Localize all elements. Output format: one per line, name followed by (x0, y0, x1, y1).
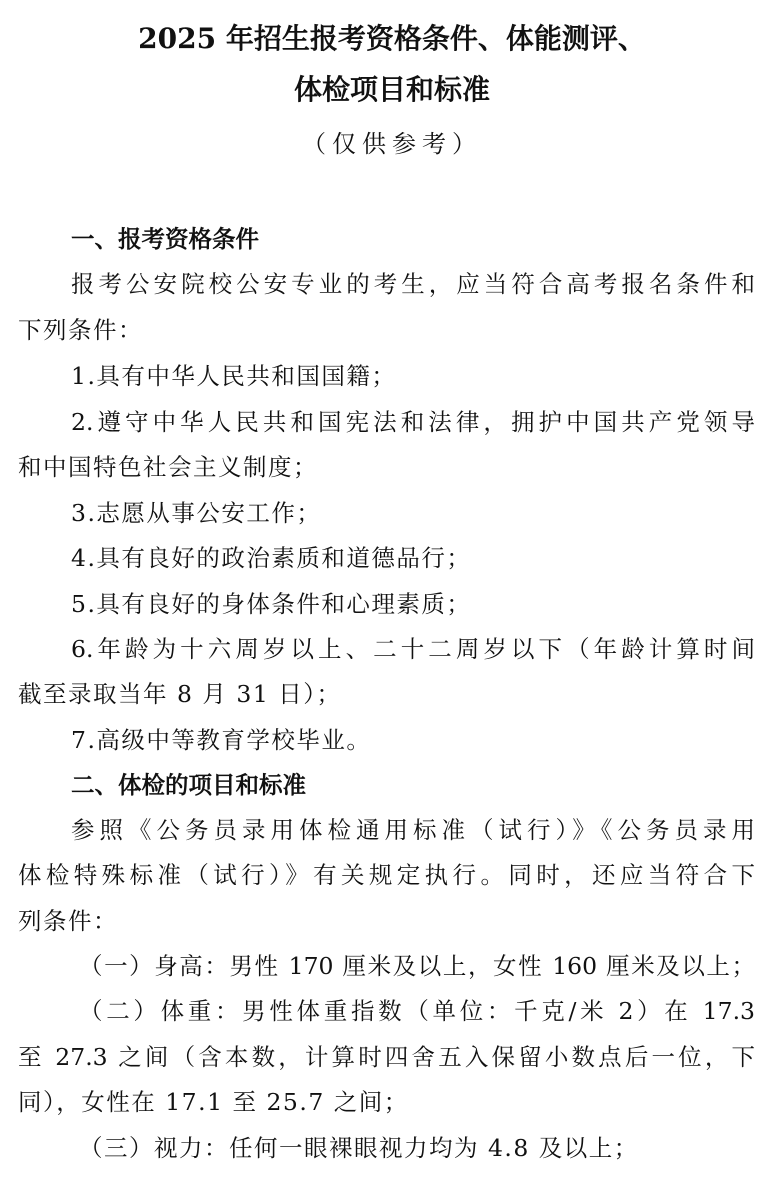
section-2-item-1: （一）身高：男性 170 厘米及以上，女性 160 厘米及以上； (79, 952, 755, 980)
section-2-item-2-line-2: 至 27.3 之间（含本数，计算时四舍五入保留小数点后一位，下 (18, 1043, 755, 1071)
section-2-item-2-line-3: 同），女性在 17.1 至 25.7 之间； (18, 1088, 409, 1116)
section-1-intro-line-1: 报考公安院校公安专业的考生，应当符合高考报名条件和 (71, 270, 755, 298)
document-subtitle: （仅供参考） (302, 130, 482, 158)
section-1-item-2-line-1: 2.遵守中华人民共和国宪法和法律，拥护中国共产党领导 (71, 408, 755, 436)
section-2-heading: 二、体检的项目和标准 (71, 771, 306, 799)
section-2-intro-line-3: 列条件： (18, 907, 118, 935)
section-2-intro-line-2: 体检特殊标准（试行）》有关规定执行。同时，还应当符合下 (18, 861, 755, 889)
section-1-item-4: 4.具有良好的政治素质和道德品行； (71, 544, 472, 572)
section-1-item-6-line-2: 截至录取当年 8 月 31 日）； (18, 680, 342, 708)
section-1-item-6-line-1: 6.年龄为十六周岁以上、二十二周岁以下（年龄计算时间 (71, 635, 755, 663)
section-1-item-3: 3.志愿从事公安工作； (71, 499, 322, 527)
section-1-item-2-line-2: 和中国特色社会主义制度； (18, 453, 318, 481)
section-1-item-5: 5.具有良好的身体条件和心理素质； (71, 590, 472, 618)
document-title-line-1: 2025 年招生报考资格条件、体能测评、 (138, 22, 646, 55)
section-2-item-3: （三）视力：任何一眼裸眼视力均为 4.8 及以上； (79, 1134, 639, 1162)
document-title-line-2: 体检项目和标准 (293, 73, 490, 106)
section-1-item-7: 7.高级中等教育学校毕业。 (71, 726, 372, 754)
section-1-item-1: 1.具有中华人民共和国国籍； (71, 362, 397, 390)
section-1-intro-line-2: 下列条件： (18, 316, 143, 344)
section-1-heading: 一、报考资格条件 (71, 225, 259, 253)
section-2-intro-line-1: 参照《公务员录用体检通用标准（试行）》《公务员录用 (71, 816, 755, 844)
section-2-item-2-line-1: （二）体重：男性体重指数（单位：千克/米 2）在 17.3 (79, 997, 755, 1025)
